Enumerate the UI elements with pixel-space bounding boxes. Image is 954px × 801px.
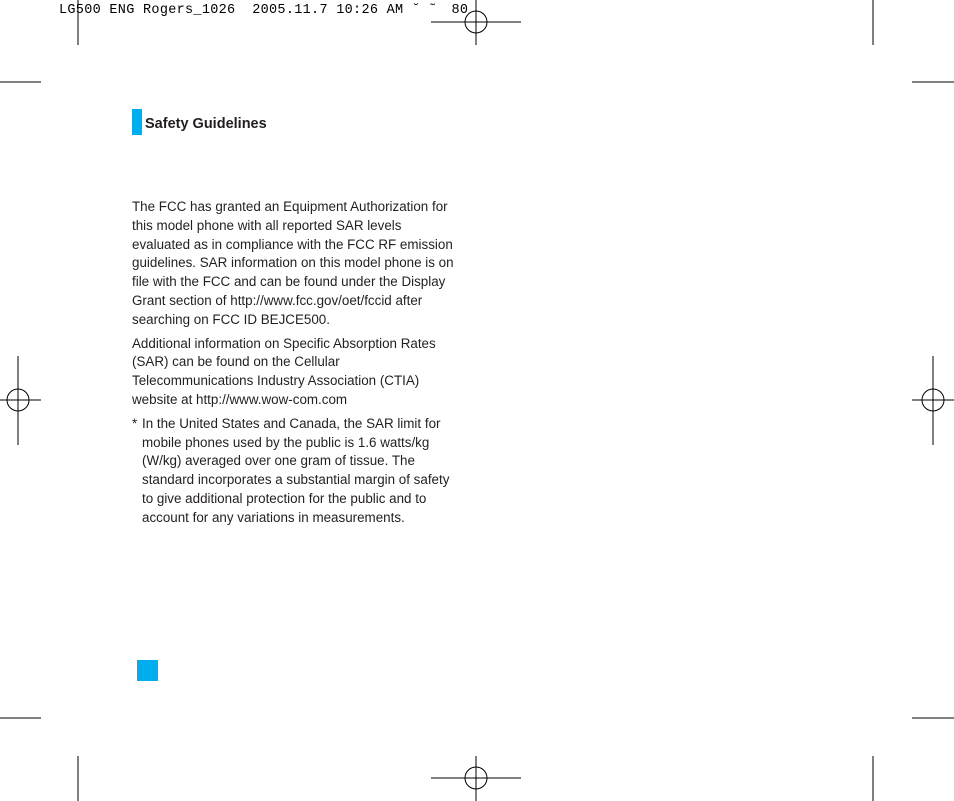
registration-mark-left xyxy=(0,356,41,445)
page-marker-square xyxy=(137,660,158,681)
slug-page-number: 80 xyxy=(451,3,469,18)
note-asterisk: * xyxy=(132,415,138,431)
sar-limit-note-text: In the United States and Canada, the SAR limit for mobile phones used by the public is 1.6 watts/kg (W/kg) averaged over one gram of tissue. The standard incorporates a substantial margin of safety to give additional protection for the public and to account for any variations in measurements. xyxy=(142,415,450,525)
fcc-authorization-paragraph: The FCC has granted an Equipment Authorization for this model phone with all reported SAR levels evaluated as in compliance with the FCC RF emission guidelines. SAR information on this model phone is on file with the FCC and can be found under the Display Grant section of http://www.fcc.gov/oet/fccid after searching on FCC ID BEJCE500. xyxy=(132,199,454,327)
registration-mark-bottom xyxy=(431,756,521,801)
sar-limit-note xyxy=(132,415,462,528)
slug-glyphs: ˘ ˜ xyxy=(411,3,438,18)
section-accent-bar xyxy=(132,109,142,135)
body-content xyxy=(132,198,462,533)
printer-slug xyxy=(59,3,468,18)
slug-job-line: LG500 ENG Rogers_1026 2005.11.7 10:26 AM xyxy=(59,3,404,18)
ctia-info-paragraph: Additional information on Specific Absorption Rates (SAR) can be found on the Cellular Telecommunications Industry Association (CTIA) website at http://www.wow-com.com xyxy=(132,335,436,407)
registration-mark-right xyxy=(912,356,954,445)
section-title: Safety Guidelines xyxy=(145,116,267,132)
